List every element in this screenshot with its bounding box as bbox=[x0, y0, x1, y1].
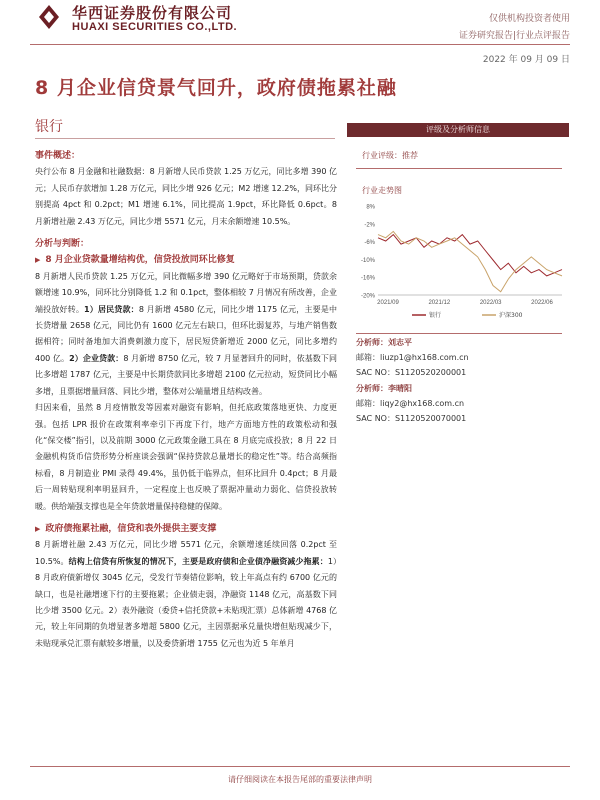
trend-chart-label: 行业走势图 bbox=[362, 186, 402, 195]
report-date: 2022 年 09 月 09 日 bbox=[482, 55, 570, 65]
p1-text-a: 8 月新增人民币贷款 1.25 万亿元，同比微幅多增 390 亿元略好于市场预期，贷款余额增速 10.9%，同环比分别降低 1.2 和 0.1pct，整体相较 7 月情况有所改善，企业端投放好转。 bbox=[35, 271, 337, 314]
p3-bold-b: 结构上信贷有所恢复的情况下，主要是政府债和企业债净融资减少拖累： bbox=[68, 556, 328, 566]
header-divider bbox=[30, 44, 570, 45]
legend-label-2: 沪深300 bbox=[499, 312, 523, 319]
footer-divider bbox=[30, 766, 570, 767]
paragraph-3 bbox=[35, 537, 337, 652]
analyst-1-label: 分析师： bbox=[356, 338, 388, 347]
sidebar-header: 评级及分析师信息 bbox=[347, 123, 569, 137]
audience-tag: 仅供机构投资者使用 bbox=[488, 14, 570, 24]
p1-text-c: 8 月新增 4580 亿元，同比少增 1175 亿元，主要是中长贷增量 2658 亿元，同比仍有 1600 亿元左右缺口，但环比弱复苏，与地产销售数据相符；同时备地加大消费刺激力度下，居民短贷新增近 2000 亿元，同比多增约 400 亿。 bbox=[35, 304, 337, 363]
report-title: 8 月企业信贷景气回升，政府债拖累社融 bbox=[35, 77, 397, 99]
footer-disclaimer: 请仔细阅读在本报告尾部的重要法律声明 bbox=[228, 775, 372, 784]
report-type-tag: 证券研究报告|行业点评报告 bbox=[458, 31, 570, 41]
x-tick-label: 2021/09 bbox=[377, 300, 399, 306]
rating-value: 推荐 bbox=[402, 151, 418, 160]
y-tick-label: -6% bbox=[364, 240, 375, 247]
main-content bbox=[35, 148, 337, 652]
triangle-icon: ▶ bbox=[35, 524, 41, 533]
analyst-1-name: 刘志平 bbox=[388, 338, 412, 347]
analyst-2-row bbox=[356, 383, 412, 394]
p1-bold-d: 2）企业贷款： bbox=[69, 353, 124, 363]
y-tick-label: 8% bbox=[366, 204, 375, 211]
paragraph-1 bbox=[35, 269, 337, 400]
series-line-2 bbox=[378, 231, 562, 291]
p1-text-e: 8 月新增 8750 亿元，较 7 月显著回升的同时，依基数下同比多增超 1787 亿元，主要是中长期贷款同比多增超 2100 亿元拉动，短贷同比小幅多增，且票据增量回落、同比少增，整体对公端量增且结构改善。 bbox=[35, 353, 337, 396]
analyst-1-email[interactable]: 邮箱：liuzp1@hx168.com.cn bbox=[356, 353, 469, 362]
paragraph-2: 归因来看，虽然 8 月疫情散发等因素对融资有影响，但托底政策落地更快、力度更强。包括 LPR 报价在政策利率牵引下再度下行，地产方面地方性的政策松动和强化“保交楼”指引，以及前期 3000 亿元政策金融工具在 8 月底完成投放；8 月 22 日金融机构货币信贷形势分析座谈会强调“保持贷款总量增长的稳定性”等。结合高频指标看，8 月制造业 PMI 录得 49.4%，虽仍低于临界点，但环比回升 0.4pct；8 月最后一周转贴现利率明显回升，一定程度上也反映了票据冲量动力弱化、信贷投放转暖。供给端强支撑也是全年贷款增量保持稳健的保障。 bbox=[35, 403, 337, 511]
x-tick-label: 2022/03 bbox=[479, 300, 502, 306]
sidebar-divider bbox=[356, 333, 562, 334]
industry-divider bbox=[35, 138, 335, 139]
subsection-1-title: 8 月企业贷款量增结构优，信贷投放同环比修复 bbox=[45, 255, 235, 266]
x-tick-label: 2021/12 bbox=[428, 300, 451, 306]
analyst-2-sac: SAC NO：S1120520070001 bbox=[356, 414, 467, 423]
series-line-1 bbox=[378, 235, 562, 276]
company-name-en: HUAXI SECURITIES CO.,LTD. bbox=[72, 21, 238, 33]
subsection-2 bbox=[35, 521, 337, 537]
rating-row bbox=[362, 150, 418, 161]
y-tick-label: -2% bbox=[364, 222, 375, 229]
triangle-icon: ▶ bbox=[35, 256, 41, 265]
trend-chart bbox=[352, 200, 568, 325]
summary-heading: 事件概述： bbox=[35, 151, 81, 161]
legend-label-1: 银行 bbox=[429, 312, 442, 319]
summary-text: 央行公布 8 月金融和社融数据：8 月新增人民币贷款 1.25 万亿元，同比多增 390 亿元；人民币存款增加 1.28 万亿元，同比少增 926 亿元；M2 增速 12.2%，同环比分别提高 4pct 和 0.2pct；M1 增速 6.1%，同比提高 1.9pct，环比降低 0.6pct。8 月新增社融 2.43 万亿元，同比少增 5571 亿元，月末余额增速 10.5%。 bbox=[35, 167, 337, 226]
analyst-1-sac: SAC NO：S1120520200001 bbox=[356, 368, 467, 377]
huaxi-logo-icon bbox=[35, 3, 63, 31]
rating-label: 行业评级： bbox=[362, 151, 402, 160]
industry-label: 银行 bbox=[35, 119, 63, 135]
y-tick-label: -16% bbox=[360, 275, 375, 282]
p3-text-a: 8 月新增社融 2.43 万亿元，同比少增 5571 亿元，余额增速延续回落 0.2pct 至 10.5%。 bbox=[35, 540, 337, 566]
p1-bold-b: 1）居民贷款： bbox=[84, 304, 139, 314]
y-tick-label: -20% bbox=[360, 293, 375, 300]
analyst-2-label: 分析师： bbox=[356, 384, 388, 393]
subsection-1 bbox=[35, 252, 337, 268]
sidebar-divider bbox=[356, 168, 562, 169]
company-name-cn: 华西证券股份有限公司 bbox=[72, 4, 233, 22]
y-tick-label: -10% bbox=[360, 257, 375, 264]
subsection-2-title: 政府债拖累社融，信贷和表外提供主要支撑 bbox=[45, 523, 217, 534]
analyst-2-name: 李晴阳 bbox=[388, 384, 412, 393]
x-tick-label: 2022/06 bbox=[531, 300, 553, 306]
p3-text-c: 1）8 月政府债新增仅 3045 亿元，受发行节奏错位影响，较上年高点有约 6700 亿元的缺口，也是社融增速下行的主要拖累；企业债走弱，净融资 1148 亿元，高基数下同比少增 3500 亿元。2）表外融资（委贷+信托贷款+未贴现汇票）总体新增 4768 亿元，较上年同期的负增显著多增超 5800 亿元，主因票据承兑量快增但贴现减少下，未贴现承兑汇票有献较多增量，以及委贷新增 1755 亿元也为近 5 年单月 bbox=[35, 556, 338, 648]
analyst-2-email[interactable]: 邮箱：liqy2@hx168.com.cn bbox=[356, 399, 465, 408]
analysis-heading: 分析与判断： bbox=[35, 239, 90, 250]
analyst-1-row bbox=[356, 337, 412, 348]
